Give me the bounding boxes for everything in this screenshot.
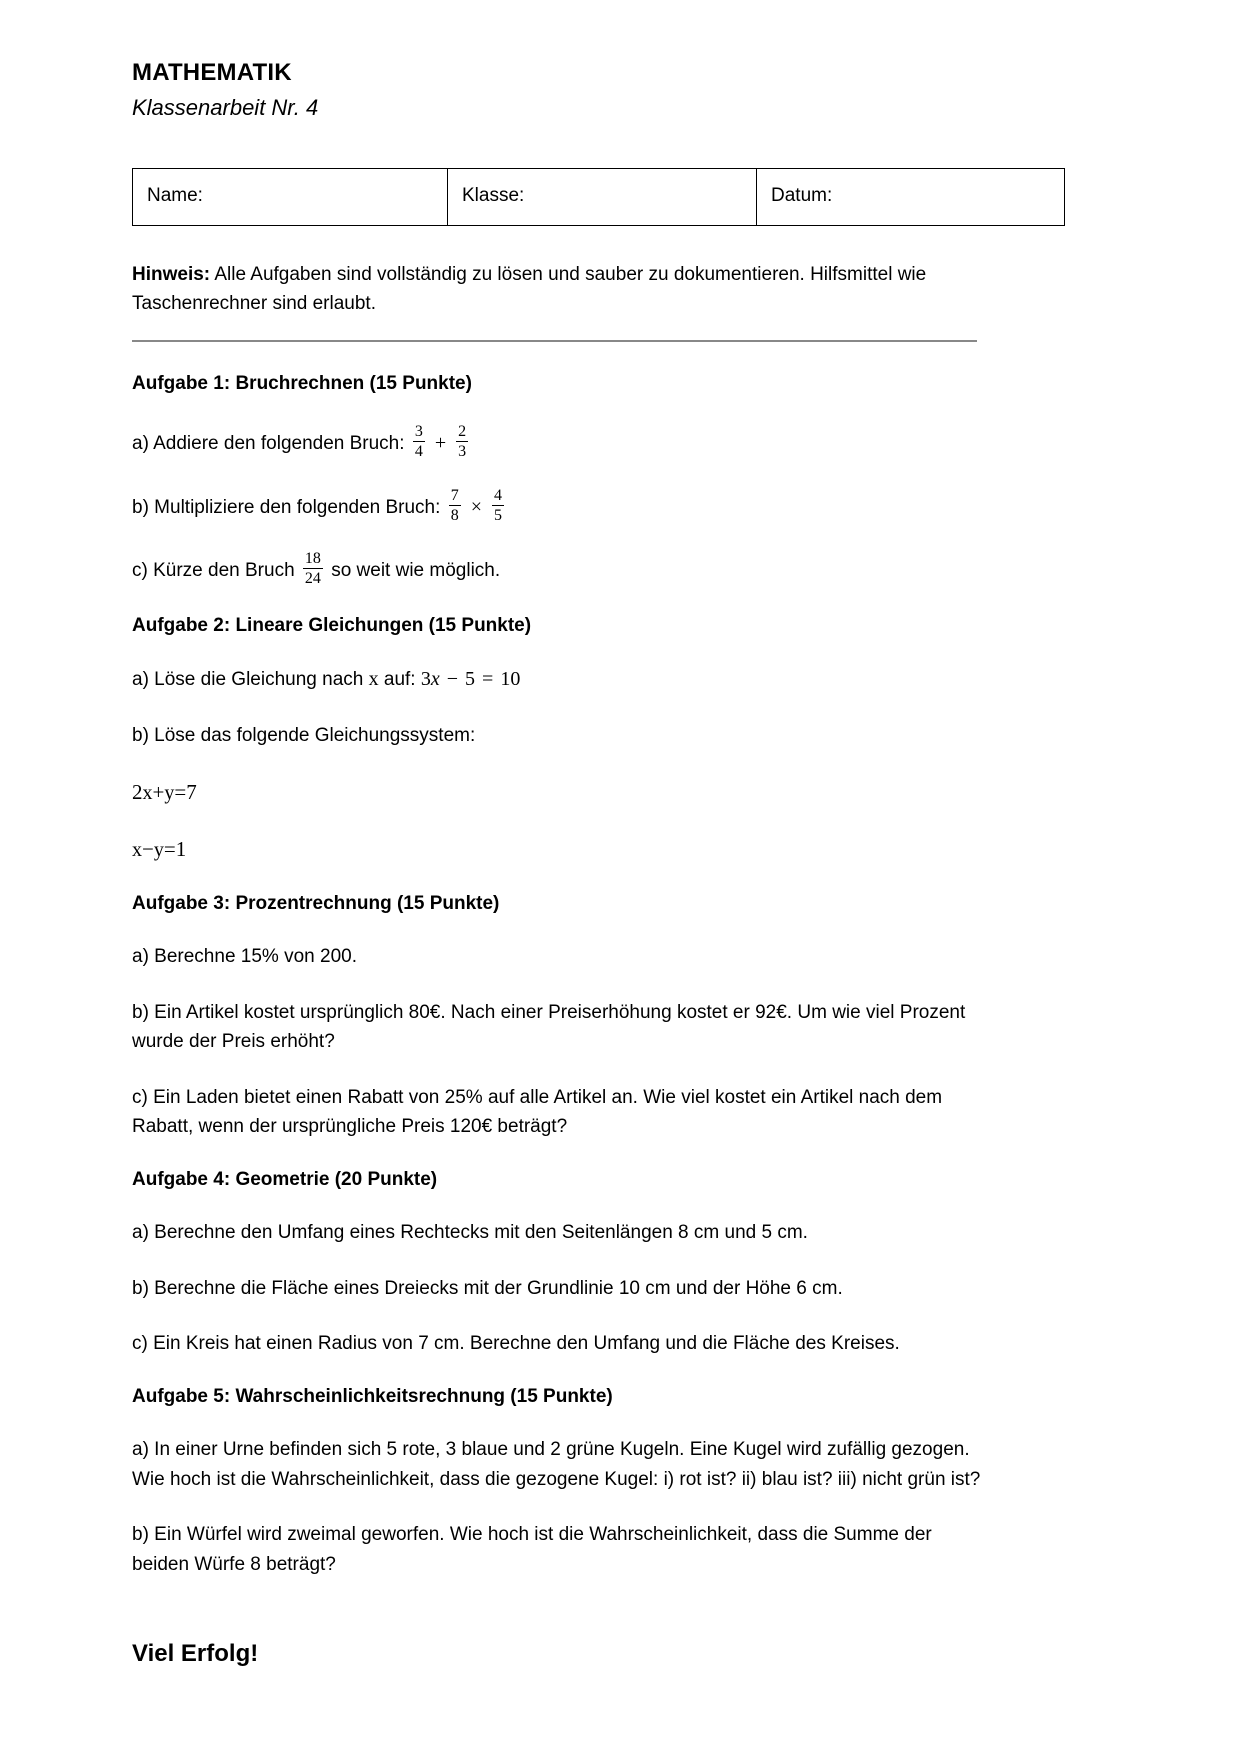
task-heading-4: Aufgabe 4: Geometrie (20 Punkte) [132, 1168, 438, 1190]
page-title: MATHEMATIK [132, 59, 292, 86]
task-1-item-b-text: b) Multipliziere den folgenden Bruch: [132, 496, 441, 518]
variable-y: y [153, 839, 164, 862]
task-3-item-c: c) Ein Laden bietet einen Rabatt von 25% auf alle Artikel an. Wie viel kostet ein Artikel nach dem Rabatt, wenn der ursprüngliche Preis 120€ beträgt? [132, 1086, 943, 1138]
coefficient: 2 [132, 779, 143, 804]
task-heading-2: Aufgabe 2: Lineare Gleichungen (15 Punkte) [132, 614, 532, 636]
operator-equals: = [163, 837, 176, 862]
task-1-item-a-text: a) Addiere den folgenden Bruch: [132, 433, 405, 455]
task-heading-1: Aufgabe 1: Bruchrechnen (15 Punkte) [132, 373, 472, 395]
denominator: 5 [493, 506, 502, 524]
task-5-item-a: a) In einer Urne befinden sich 5 rote, 3 blaue und 2 grüne Kugeln. Eine Kugel wird zufällig gezogen. Wie hoch ist die Wahrscheinlichkeit, dass die gezogene Kugel: i) rot ist? ii) blau ist? iii) nicht grün ist? [132, 1439, 981, 1490]
right-hand-side: 10 [500, 668, 521, 691]
task-heading-5: Aufgabe 5: Wahrscheinlichkeitsrechnung (15 Punkte) [132, 1385, 613, 1407]
table-row [133, 168, 1065, 225]
student-info-table [132, 168, 1065, 226]
numerator: 18 [303, 550, 323, 569]
equation-system-line-1 [132, 777, 1110, 809]
fraction-7-8 [449, 487, 461, 525]
instructions-note [132, 260, 987, 319]
coefficient: 3 [420, 668, 431, 691]
operator-times: × [470, 495, 482, 518]
fraction-2-3 [456, 423, 468, 461]
task-4-item-a: a) Berechne den Umfang eines Rechtecks mit den Seitenlängen 8 cm und 5 cm. [132, 1222, 808, 1244]
right-hand-side: 7 [186, 779, 197, 804]
numerator: 2 [456, 423, 468, 442]
task-1-item-b [132, 487, 987, 525]
fraction-18-24 [303, 550, 323, 588]
denominator: 8 [450, 506, 459, 524]
datum-field-cell[interactable]: Datum: [757, 168, 1065, 225]
page-subtitle: Klassenarbeit Nr. 4 [132, 95, 319, 120]
operator-plus: + [152, 779, 165, 804]
operator-minus: − [142, 837, 154, 862]
task-1-item-c-suffix: so weit wie möglich. [331, 560, 501, 582]
variable: x [430, 668, 440, 691]
task-3-item-b: b) Ein Artikel kostet ursprünglich 80€. Nach einer Preiserhöhung kostet er 92€. Um wie viel Prozent wurde der Preis erhöht? [132, 1001, 966, 1053]
task-2-item-a-mid: auf: [383, 669, 416, 691]
task-3-item-a: a) Berechne 15% von 200. [132, 946, 357, 968]
variable-x: x [368, 668, 379, 691]
term: 5 [465, 668, 476, 691]
equation-a [421, 668, 520, 690]
denominator: 4 [414, 443, 423, 461]
klasse-field-cell[interactable]: Klasse: [448, 168, 757, 225]
equation-system-line-2 [132, 834, 1110, 866]
operator-minus: − [446, 668, 459, 691]
note-label: Hinweis: [132, 263, 211, 285]
task-2-item-a-prefix: a) Löse die Gleichung nach [132, 669, 364, 691]
operator-plus: + [434, 432, 447, 455]
fraction-expression-a [410, 423, 471, 461]
task-heading-3: Aufgabe 3: Prozentrechnung (15 Punkte) [132, 892, 500, 914]
numerator: 3 [413, 423, 425, 442]
operator-equals: = [482, 668, 494, 691]
fraction-3-4 [413, 423, 425, 461]
fraction-4-5 [492, 487, 504, 525]
variable-y: y [164, 781, 175, 804]
task-1-item-c [132, 550, 987, 588]
note-text: Alle Aufgaben sind vollständig zu lösen und sauber zu dokumentieren. Hilfsmittel wie Taschenrechner sind erlaubt. [132, 263, 927, 314]
operator-equals: = [174, 779, 187, 804]
section-divider [132, 340, 977, 342]
task-2-item-a [132, 664, 987, 695]
denominator: 3 [458, 443, 467, 461]
denominator: 24 [304, 570, 321, 588]
variable-x: x [132, 839, 142, 862]
variable-x: x [142, 781, 153, 804]
numerator: 7 [449, 487, 461, 506]
task-2-item-b: b) Löse das folgende Gleichungssystem: [132, 725, 476, 747]
task-4-item-b: b) Berechne die Fläche eines Dreiecks mit der Grundlinie 10 cm und der Höhe 6 cm. [132, 1277, 843, 1299]
task-5-item-b: b) Ein Würfel wird zweimal geworfen. Wie hoch ist die Wahrscheinlichkeit, dass die Summe der beiden Würfe 8 beträgt? [132, 1524, 932, 1575]
right-hand-side: 1 [175, 837, 187, 862]
task-4-item-c: c) Ein Kreis hat einen Radius von 7 cm. Berechne den Umfang und die Fläche des Kreises. [132, 1333, 900, 1355]
closing-message: Viel Erfolg! [132, 1640, 259, 1667]
task-1-item-c-prefix: c) Kürze den Bruch [132, 560, 295, 582]
name-field-cell[interactable]: Name: [133, 168, 448, 225]
numerator: 4 [492, 487, 504, 506]
task-1-item-a [132, 423, 987, 461]
fraction-expression-b [446, 486, 507, 524]
